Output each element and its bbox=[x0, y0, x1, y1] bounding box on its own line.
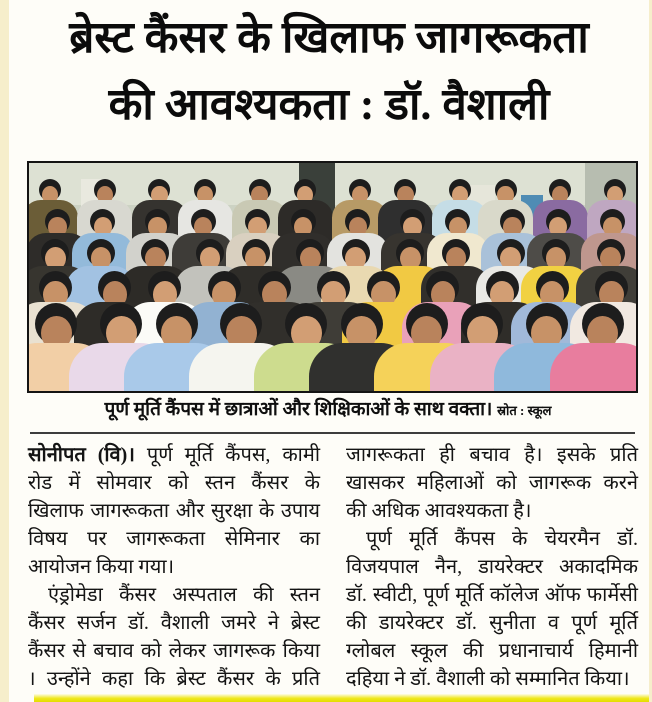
body-line: ग्लोबल स्कूल की प्रधानाचार्य हिमानी bbox=[346, 640, 638, 662]
body-line: आयोजन किया गया। bbox=[28, 556, 175, 578]
body-line: दहिया ने डॉ. वैशाली को सम्मानित किया। bbox=[346, 668, 630, 690]
body-line: विजयपाल नैन, डायरेक्टर अकादमिक bbox=[346, 556, 638, 578]
body-line: विषय पर जागरूकता सेमिनार का bbox=[28, 528, 320, 550]
photo-caption bbox=[10, 397, 646, 424]
body-line: रोड में सोमवार को स्तन कैंसर के bbox=[28, 472, 320, 494]
headline-line-1: ब्रेस्ट कैंसर के खिलाफ जागरूकता bbox=[69, 13, 589, 62]
body-line: डॉ. स्वीटी, पूर्ण मूर्ति कॉलेज ऑफ फार्मेसी bbox=[346, 584, 638, 606]
body-line: खासकर महिलाओं को जागरूक करने bbox=[346, 472, 638, 494]
page-edge-left bbox=[0, 0, 9, 702]
person-torso bbox=[550, 343, 638, 393]
body-line: । उन्होंने कहा कि ब्रेस्ट कैंसर के प्रति bbox=[28, 668, 320, 690]
body-line bbox=[28, 441, 320, 469]
column-left bbox=[28, 441, 320, 693]
photo-scene bbox=[29, 163, 636, 391]
article-body bbox=[28, 441, 638, 693]
body-line: खिलाफ जागरूकता और सुरक्षा के उपाय bbox=[28, 500, 320, 522]
dateline: सोनीपत (वि)। bbox=[28, 444, 135, 466]
caption-text: पूर्ण मूर्ति कैंपस में छात्राओं और शिक्षिकाओं के साथ वक्ता। bbox=[104, 399, 493, 420]
body-line: जागरूकता ही बचाव है। इसके प्रति bbox=[346, 444, 638, 466]
body-line: एंड्रोमेडा कैंसर अस्पताल की स्तन bbox=[48, 584, 320, 606]
body-line: की डायरेक्टर डॉ. सुनीता व पूर्ण मूर्ति bbox=[346, 612, 638, 634]
group-photo bbox=[27, 161, 638, 393]
caption-credit: स्रोत : स्कूल bbox=[497, 403, 552, 418]
body-text: पूर्ण मूर्ति कैंपस, कामी bbox=[146, 444, 320, 466]
body-line: कैंसर से बचाव को लेकर जागरूक किया bbox=[28, 640, 320, 662]
article-headline bbox=[10, 4, 648, 138]
headline-line-2: की आवश्यकता : डॉ. वैशाली bbox=[108, 80, 550, 129]
body-line: कैंसर सर्जन डॉ. वैशाली जमरे ने ब्रेस्ट bbox=[28, 612, 320, 634]
body-line: पूर्ण मूर्ति कैंपस के चेयरमैन डॉ. bbox=[366, 528, 638, 550]
caption-divider-rule bbox=[30, 432, 635, 434]
body-line: की अधिक आवश्यकता है। bbox=[346, 500, 532, 522]
bottom-yellow-bar bbox=[34, 694, 649, 702]
photo-person bbox=[550, 303, 638, 393]
column-right bbox=[346, 441, 638, 693]
